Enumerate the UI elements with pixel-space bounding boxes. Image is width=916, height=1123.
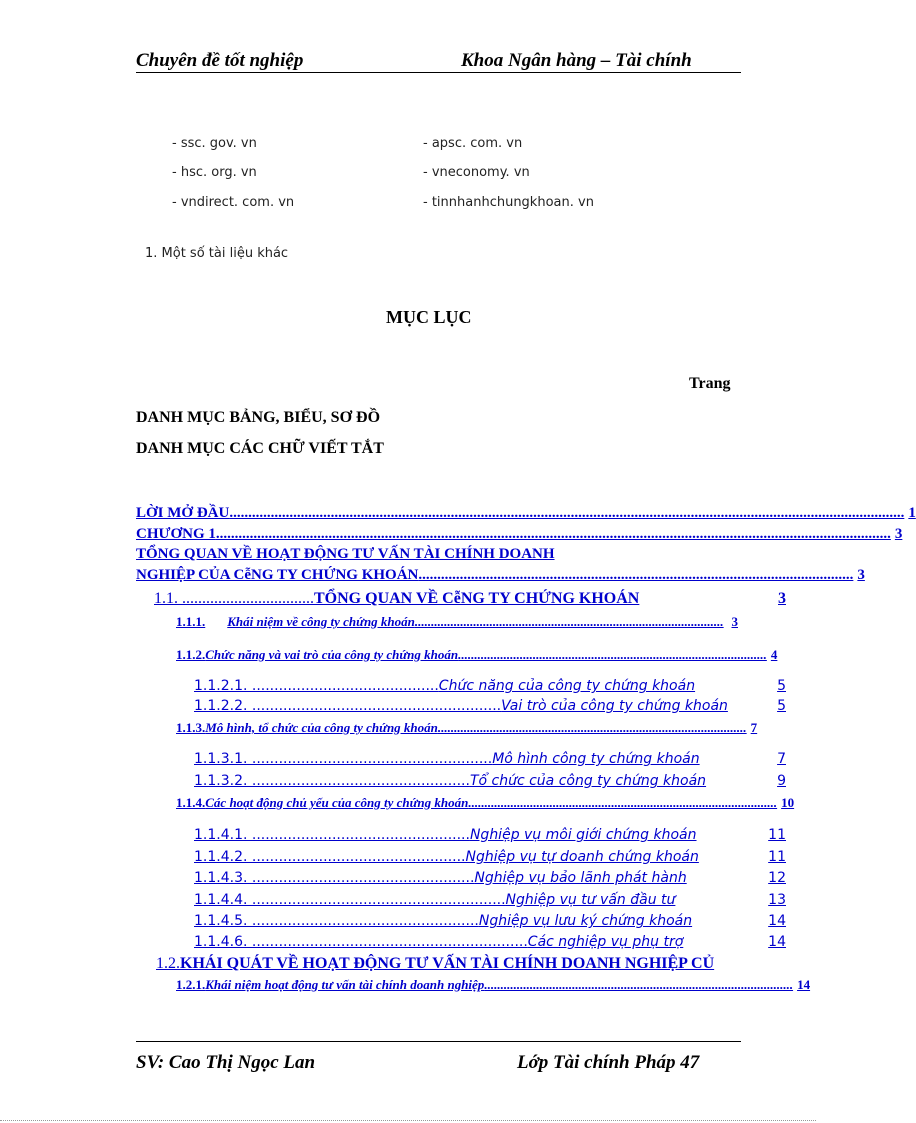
toc-entry-number: 1.1.4. xyxy=(176,795,206,810)
footer-right: Lớp Tài chính Pháp 47 xyxy=(517,1052,700,1073)
footer-rule xyxy=(136,1041,741,1042)
toc-page-number: 10 xyxy=(781,795,795,810)
website-item: - ssc. gov. vn xyxy=(172,136,257,151)
toc-page-number: 13 xyxy=(768,892,786,908)
toc-entry-1-1-4-3[interactable] xyxy=(194,870,786,886)
toc-page-number: 11 xyxy=(768,849,786,865)
toc-entry-title: Các hoạt động chủ yếu của công ty chứng khoán xyxy=(205,795,469,810)
toc-leader: ............................................................................................... xyxy=(468,795,778,810)
toc-entry-1-2-1[interactable] xyxy=(176,977,811,993)
toc-page-number: 3 xyxy=(731,614,738,629)
website-item: - vneconomy. vn xyxy=(423,165,530,180)
toc-entry-intro[interactable] xyxy=(136,505,916,522)
toc-entry-number: 1.1.2.2. ........................................................ xyxy=(194,698,502,714)
toc-page-number: 3 xyxy=(778,590,786,607)
toc-page-number: 9 xyxy=(777,773,786,789)
toc-entry-1-1-3[interactable] xyxy=(176,720,758,736)
toc-entry-1-1-4-4[interactable] xyxy=(194,892,786,908)
toc-entry-chapter-1[interactable] xyxy=(136,526,903,543)
website-item: - apsc. com. vn xyxy=(423,136,523,151)
toc-page-number: 11 xyxy=(768,827,786,843)
toc-entry-1-1-2[interactable] xyxy=(176,647,778,663)
page-column-label: Trang xyxy=(689,375,731,392)
toc-entry-1-1-3-2[interactable] xyxy=(194,773,786,789)
toc-entry-chapter-title-1[interactable] xyxy=(136,546,740,563)
toc-entry-title: Vai trò của công ty chứng khoán xyxy=(501,698,728,714)
toc-entry-title: CHƯƠNG 1 xyxy=(136,526,216,542)
toc-entry-1-1-4-2[interactable] xyxy=(194,849,786,865)
toc-entry-number: 1.1. ................................. xyxy=(154,590,314,607)
list-abbreviations-heading: DANH MỤC CÁC CHỮ VIẾT TẮT xyxy=(136,440,384,457)
toc-page-number: 5 xyxy=(777,698,786,714)
toc-entry-1-1-4-1[interactable] xyxy=(194,827,786,843)
toc-entry-title: Nghiệp vụ bảo lãnh phát hành xyxy=(474,870,687,886)
toc-entry-title: TỔNG QUAN VỀ HOẠT ĐỘNG TƯ VẤN TÀI CHÍNH DOANH xyxy=(136,546,555,562)
toc-leader: .................................................................................................................................................................................... xyxy=(229,505,905,521)
toc-page-number: 5 xyxy=(777,678,786,694)
toc-entry-title: Tổ chức của công ty chứng khoán xyxy=(469,773,707,789)
toc-page-number: 1 xyxy=(908,505,916,521)
toc-page-number: 3 xyxy=(857,567,865,583)
toc-entry-number: 1.1.4.4. ......................................................... xyxy=(194,892,506,908)
toc-page-number: 14 xyxy=(768,934,786,950)
toc-entry-number: 1.1.2.1. .......................................... xyxy=(194,678,439,694)
toc-entry-title: Các nghiệp vụ phụ trợ xyxy=(527,934,684,950)
toc-entry-title: NGHIỆP CỦA CễNG TY CHỨNG KHOÁN xyxy=(136,567,419,583)
toc-page-number: 12 xyxy=(768,870,786,886)
toc-entry-number: 1.1.4.2. ................................................ xyxy=(194,849,466,865)
toc-entry-number: 1.1.4.6. .............................................................. xyxy=(194,934,528,950)
toc-leader: ............................................................................................... xyxy=(458,647,767,662)
toc-entry-number: 1.2.1. xyxy=(176,977,206,992)
toc-entry-title: LỜI MỞ ĐẦU xyxy=(136,505,230,521)
toc-entry-number: 1.1.3. xyxy=(176,720,206,735)
toc-entry-title: Mô hình, tổ chức của công ty chứng khoán xyxy=(205,720,438,735)
toc-entry-title: Chức năng và vai trò của công ty chứng khoán xyxy=(205,647,459,662)
toc-entry-number: 1.1.4.1. ................................................. xyxy=(194,827,470,843)
toc-entry-1-1-4[interactable] xyxy=(176,795,795,811)
toc-entry-number: 1.1.1. xyxy=(176,614,206,629)
toc-entry-number: 1.2. xyxy=(156,955,180,972)
website-item: - vndirect. com. vn xyxy=(172,195,295,210)
footer-left: SV: Cao Thị Ngọc Lan xyxy=(136,1052,316,1073)
website-item: - tinnhanhchungkhoan. vn xyxy=(423,195,594,210)
toc-page-number: 14 xyxy=(797,977,811,992)
toc-entry-title: Nghiệp vụ tư vấn đầu tư xyxy=(505,892,676,908)
toc-entry-1-1-4-6[interactable] xyxy=(194,934,786,950)
toc-leader: ............................................................................................... xyxy=(437,720,747,735)
toc-leader: .................................................................................................................................................................................... xyxy=(215,526,891,542)
toc-entry-number: 1.1.4.3. .................................................. xyxy=(194,870,475,886)
toc-entry-number: 1.1.3.2. ................................................. xyxy=(194,773,470,789)
other-documents-heading: 1. Một số tài liệu khác xyxy=(145,246,289,261)
toc-leader: ............................................................................................... xyxy=(484,977,794,992)
toc-entry-chapter-title-2[interactable] xyxy=(136,567,865,584)
toc-page-number: 7 xyxy=(777,751,786,767)
toc-leader: ............................................................................................... xyxy=(414,614,724,629)
toc-entry-number: 1.1.3.1. ...................................................... xyxy=(194,751,493,767)
toc-entry-number: 1.1.4.5. ................................................... xyxy=(194,913,479,929)
toc-entry-1-2[interactable] xyxy=(156,955,816,973)
toc-entry-title: TỔNG QUAN VỀ CễNG TY CHỨNG KHOÁN xyxy=(314,590,640,607)
toc-entry-number: 1.1.2. xyxy=(176,647,206,662)
page-bottom-border xyxy=(0,1120,816,1121)
list-tables-heading: DANH MỤC BẢNG, BIỂU, SƠ ĐỒ xyxy=(136,409,381,426)
toc-entry-1-1-2-2[interactable] xyxy=(194,698,786,714)
toc-entry-title: KHÁI QUÁT VỀ HOẠT ĐỘNG TƯ VẤN TÀI CHÍNH DOANH NGHIỆP CỦ xyxy=(180,955,715,972)
header-rule xyxy=(136,72,741,73)
toc-entry-1-1[interactable] xyxy=(154,590,786,608)
toc-entry-1-1-3-1[interactable] xyxy=(194,751,786,767)
toc-entry-title: Nghiệp vụ lưu ký chứng khoán xyxy=(478,913,693,929)
toc-page-number: 7 xyxy=(750,720,758,735)
toc-page-number: 4 xyxy=(770,647,778,662)
header-left: Chuyên đề tốt nghiệp xyxy=(136,50,304,71)
toc-entry-title: Khái niệm hoạt động tư vấn tài chính doanh nghiệp xyxy=(205,977,485,992)
toc-entry-1-1-1[interactable] xyxy=(176,614,738,630)
toc-entry-title: Nghiệp vụ môi giới chứng khoán xyxy=(469,827,697,843)
header-right: Khoa Ngân hàng – Tài chính xyxy=(461,50,692,71)
toc-entry-1-1-2-1[interactable] xyxy=(194,678,786,694)
toc-entry-title: Mô hình công ty chứng khoán xyxy=(492,751,700,767)
toc-page-number: 14 xyxy=(768,913,786,929)
toc-leader: .................................................................................................................... xyxy=(418,567,854,583)
toc-entry-title: Khái niệm về công ty chứng khoán xyxy=(227,614,415,629)
page-title: MỤC LỤC xyxy=(386,307,472,327)
website-item: - hsc. org. vn xyxy=(172,165,257,180)
toc-entry-title: Chức năng của công ty chứng khoán xyxy=(438,678,696,694)
toc-entry-title: Nghiệp vụ tự doanh chứng khoán xyxy=(465,849,699,865)
toc-page-number: 3 xyxy=(894,526,903,542)
toc-entry-1-1-4-5[interactable] xyxy=(194,913,786,929)
